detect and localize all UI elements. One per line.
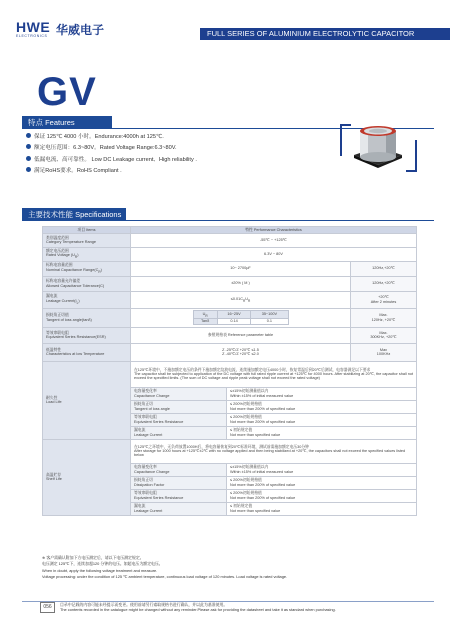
image-frame-corner bbox=[406, 140, 417, 172]
row-label: 漏电流 Leakage $Current(I_L)$ bbox=[43, 291, 131, 308]
note-line: When in doubt, apply the following voltage treatment and measure. bbox=[42, 567, 158, 573]
feature-item: 满足RoHS要求。RoHS Compliant . bbox=[26, 166, 197, 177]
shelf-life-description: 在125℃之环境中，无负荷放置1000H后，将电容量恢复到20℃标准环境，测试前需施加额定电压30分钟 After storage for 1000 hours at +125℃±2℃ with no voltage applied and then being stabilized at +20℃, the capacitors shall not exceed the specified values listed below bbox=[131, 439, 417, 463]
sub-value: ≤ 初始规定值 Not more than specified value bbox=[227, 502, 417, 515]
specifications-heading: 主要技术性能 Specifications bbox=[22, 208, 126, 221]
row-condition: +20℃ After 2 minutes bbox=[351, 291, 417, 308]
load-life-description: 在125℃环境中，不施加额定电压的条件下施加额定纹波电流，连续施加额定电压4000小时，恢复常温后到20℃后测试，电容器满足以下要求 The capacitor shall be subjected to application of the DC voltage with full rated ripple current at +125℃ for 4000 hours. After stabilizing at 20℃, the capacitor shall not exceed the specified limits. (The sum of DC voltage and ripple peak voltage shall not exceed the rated voltage) bbox=[131, 361, 417, 387]
bullet-icon bbox=[26, 144, 31, 149]
brand-subtitle: ELECTRONICS bbox=[16, 34, 48, 38]
sub-value: ≤ 200%初始规格值 Not more than 200% of specified value bbox=[227, 489, 417, 502]
sub-label: 等效串联电阻 Equivalent Series Resistance bbox=[131, 489, 227, 502]
table-row bbox=[43, 291, 417, 308]
sub-label: 漏电流 Leakage Current bbox=[131, 502, 227, 515]
table-row bbox=[43, 343, 417, 361]
capacitor-image bbox=[350, 125, 406, 169]
note-line: ※ 客户需确认附加下方电压测定后，请以下电压测定规定。 bbox=[42, 555, 144, 560]
row-condition: Max. 300KHz, +20℃ bbox=[351, 327, 417, 343]
table-row bbox=[43, 276, 417, 291]
note-line: 电压测定 125℃下，连续加超120 分钟的电压。如超电压为额定电压。 bbox=[42, 561, 163, 567]
footer-disclaimer: 目录中记载的内容可能未经提示而变更。使用前请另行索取规格书进行确认，并以此为基准使用。 The contents recorded in the catalogue might be changed without any reminder.Please ask for providing the datasheet and take it as standard when purchasing. bbox=[60, 602, 336, 612]
features-heading: 特点 Features bbox=[22, 116, 112, 129]
tan-subtable: $U_R$ 16~25V 35~100V Tanδ 0.14 0.1 bbox=[193, 310, 289, 325]
series-title: GV bbox=[37, 70, 97, 114]
row-value: 10~ 2700μF bbox=[131, 261, 351, 276]
row-label: 标称电容量范围 Nominal Capacitance $Range(C_R)$ bbox=[43, 261, 131, 276]
table-header-row bbox=[43, 227, 417, 234]
notes bbox=[42, 555, 287, 580]
bullet-icon bbox=[26, 167, 31, 172]
sub-value: ≤ 200%初始规格值 Not more than 200% of specified value bbox=[227, 476, 417, 489]
col-header-performance: 特性 Performance Characteristics bbox=[131, 227, 417, 234]
page-number: 056 bbox=[40, 602, 55, 613]
row-label: 标称电容量允许偏差 Allowed Capacitance Tolerance(C) bbox=[43, 276, 131, 291]
sub-value: ≤±15%初始测量值以内 Within ±15% of initial measured value bbox=[227, 463, 417, 476]
header-title: FULL SERIES OF ALUMINIUM ELECTROLYTIC CAPACITOR bbox=[207, 29, 415, 38]
note-line: Voltage processing: under the condition of 125 ℃ ambient temperature, continuous load voltage of 120 minutes. Load voltage is rated voltage. bbox=[42, 573, 288, 579]
specifications-table bbox=[42, 226, 417, 516]
row-label: 损耗角正切值 Tangent of loss angle(tanδ) bbox=[43, 308, 131, 327]
table-row bbox=[43, 361, 417, 387]
feature-item: 低漏电流、高可靠性。 Low DC Leakage current、High reliability . bbox=[26, 155, 197, 166]
col-header-items: 项目 Items bbox=[43, 227, 131, 234]
row-value: Z -25℃/Z +20℃ ≤1.5 Z -40℃/Z +20℃ ≤2.0 bbox=[131, 343, 351, 361]
sub-label: 等效串联电阻 Equivalent Series Resistance bbox=[131, 413, 227, 426]
sub-value: ≤ 初始规定值 Not more than specified value bbox=[227, 426, 417, 439]
row-value: -55℃ ~ +125℃ bbox=[131, 233, 417, 247]
feature-item: 保证 125℃ 4000 小时。Endurance:4000h at 125℃. bbox=[26, 132, 197, 143]
row-value: 6.3V ~ 80V bbox=[131, 247, 417, 261]
row-label: 耐久性 Load Life bbox=[43, 361, 131, 439]
sub-label: 电容量变化率 Capacitance Change bbox=[131, 463, 227, 476]
row-condition: Max 100KHz bbox=[351, 343, 417, 361]
sub-label: 损耗角正切 Tangent of loss angle bbox=[131, 400, 227, 413]
brand-logo: HWE bbox=[16, 19, 51, 35]
row-condition: Max. 120Hz, +20℃ bbox=[351, 308, 417, 327]
header-banner bbox=[200, 28, 450, 40]
row-label: 额定电压范围 Rated Voltage $(U_R)$ bbox=[43, 247, 131, 261]
sub-label: 电容量变化率 Capacitance Change bbox=[131, 387, 227, 400]
sub-label: 漏电流 Leakage Current bbox=[131, 426, 227, 439]
table-row bbox=[43, 247, 417, 261]
row-condition: 120Hz,+20℃ bbox=[351, 261, 417, 276]
row-value: 参照规格表 Reference parameter table bbox=[131, 327, 351, 343]
sub-value: ≤ 200%初始规格值 Not more than 200% of specified value bbox=[227, 413, 417, 426]
sub-value: ≤±15%初始测量值以内 Within ±15% of initial measured value bbox=[227, 387, 417, 400]
bullet-icon bbox=[26, 156, 31, 161]
row-condition: 120Hz,+20℃ bbox=[351, 276, 417, 291]
brand-name-cn: 华威电子 bbox=[56, 23, 105, 37]
table-row bbox=[43, 308, 417, 327]
row-label: 高温贮存 Shelf Life bbox=[43, 439, 131, 515]
row-label: 等效串联电阻 Equivalent Series Resistance(ESR) bbox=[43, 327, 131, 343]
feature-item: 额定电压范围：6.3~80V。Rated Voltage Range:6.3~80V. bbox=[26, 143, 197, 154]
table-row bbox=[43, 233, 417, 247]
row-label: 低温特性 Characteristics at low Temperature bbox=[43, 343, 131, 361]
row-value: ±20% ( M ) bbox=[131, 276, 351, 291]
bullet-icon bbox=[26, 133, 31, 138]
sub-label: 损耗角正切 Dissipation Factor bbox=[131, 476, 227, 489]
table-row bbox=[43, 327, 417, 343]
row-value: $\le 0.01C_RU_R$ bbox=[131, 291, 351, 308]
sub-value: ≤ 200%初始规格值 Not more than 200% of specified value bbox=[227, 400, 417, 413]
row-label: 类别温度范围 Category Temperature Range bbox=[43, 233, 131, 247]
specifications-divider bbox=[22, 220, 434, 221]
table-row bbox=[43, 439, 417, 463]
table-row bbox=[43, 261, 417, 276]
features-list bbox=[26, 132, 197, 177]
row-value bbox=[131, 308, 351, 327]
